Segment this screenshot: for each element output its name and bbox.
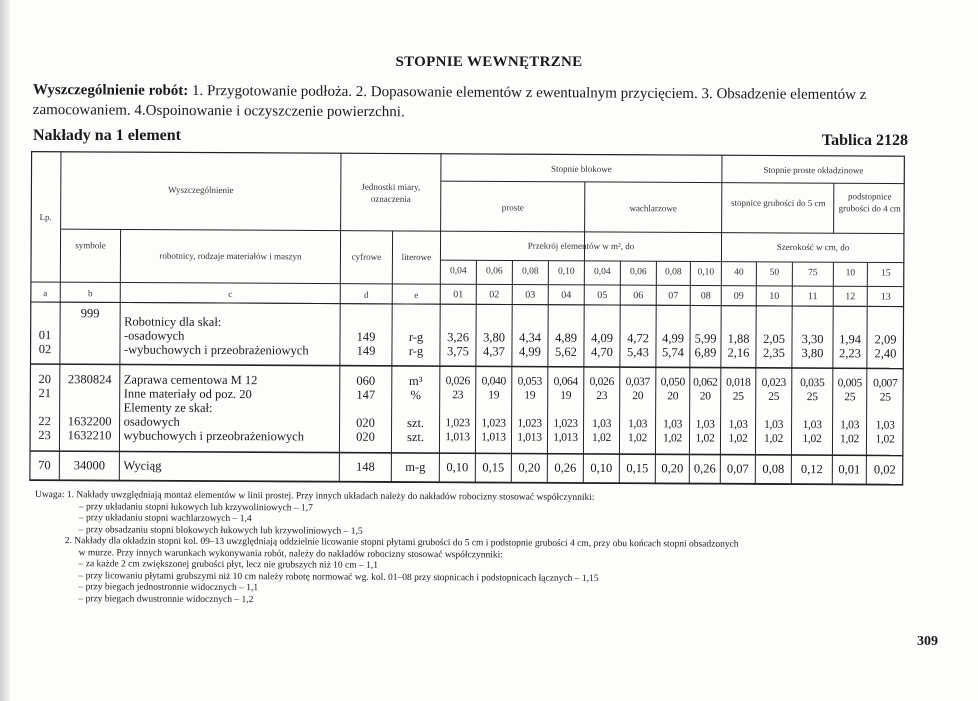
row-name: Zaprawa cementowa M 12 [123, 372, 258, 388]
value-cell: 25 [732, 390, 744, 403]
row-symbol: 34000 [73, 458, 106, 473]
value-cell: 1,03 [764, 418, 784, 431]
row-unit-symbol: szt. [407, 415, 425, 431]
row-symbol: 1632200 [67, 414, 112, 429]
row-lp: 22 [38, 414, 51, 429]
value-cell: 5,62 [554, 344, 577, 359]
row-symbol: 1632210 [67, 428, 112, 443]
row-symbol: 2380824 [67, 372, 112, 387]
header-podstopnice: podstopnice grubości do 4 cm [838, 191, 901, 214]
row-unit-symbol: m-g [405, 459, 426, 475]
inputs-heading: Nakłady na 1 element [33, 127, 181, 144]
value-cell: 4,72 [627, 331, 650, 346]
column-number: 13 [880, 291, 891, 303]
value-cell: 1,02 [728, 432, 748, 445]
column-letter: c [228, 289, 233, 300]
value-cell: 1,02 [802, 433, 822, 446]
header-wachlarzowe: wachlarzowe [629, 203, 677, 214]
value-cell: 0,037 [625, 376, 651, 389]
row-name: Inne materiały od poz. 20 [123, 386, 252, 402]
column-number: 11 [807, 291, 818, 303]
value-cell: 0,10 [446, 460, 469, 475]
value-cell: 0,15 [626, 461, 649, 476]
value-cell: 0,08 [762, 461, 785, 476]
note-line: – przy licowaniu płytami grubszymi niż 10 cm należy robotę normować wg. kol. 01–08 przy stopnicach i podstopnicach łącznych – 1,15 [78, 570, 599, 584]
value-cell: 20 [632, 390, 644, 403]
value-cell: 0,026 [589, 375, 615, 389]
norm-table [29, 151, 905, 486]
value-cell: 1,03 [628, 418, 648, 431]
column-letter: d [363, 289, 369, 300]
note-line: – przy układaniu stopni łukowych lub krzywoliniowych – 1,7 [78, 501, 313, 513]
value-cell: 2,09 [874, 332, 897, 347]
value-cell: 0,018 [726, 376, 751, 389]
value-cell: 0,26 [693, 461, 716, 476]
page-number: 309 [917, 634, 938, 649]
row-lp: 70 [38, 458, 51, 473]
row-unit-code: 147 [356, 387, 376, 402]
value-cell: 19 [524, 389, 536, 402]
value-cell: 0,062 [693, 376, 718, 389]
value-cell: 1,03 [592, 417, 612, 431]
row-unit-code: 148 [355, 459, 375, 474]
column-number: 03 [525, 289, 536, 301]
value-cell: 5,99 [694, 331, 717, 346]
value-cell: 1,02 [663, 432, 683, 445]
note-line: – przy obsadzaniu stopni blokowych łukowych lub krzywoliniowych – 1,5 [78, 524, 363, 537]
value-cell: 0,10 [590, 460, 613, 476]
value-cell: 1,03 [802, 419, 822, 432]
row-name: Elementy ze skał: [123, 400, 213, 415]
value-cell: 1,013 [481, 431, 506, 444]
value-cell: 0,035 [800, 377, 825, 390]
value-cell: 1,88 [727, 331, 750, 346]
row-name: osadowych [123, 414, 180, 429]
value-cell: 25 [879, 391, 891, 404]
row-unit-symbol: r-g [408, 329, 424, 345]
value-cell: 1,02 [764, 432, 784, 445]
page-title: STOPNIE WEWNĘTRZNE [395, 54, 583, 70]
value-cell: 4,34 [519, 330, 542, 345]
row-unit-code: 020 [356, 415, 375, 430]
row-name: -osadowych [123, 328, 185, 343]
value-cell: 0,07 [726, 461, 749, 476]
note-line: 2. Nakłady dla okładzin stopni kol. 09–13 uwzględniają oddzielnie licowanie stopni płytami grubości do 5 cm i podstopnie grubości 4 cm, przy obu końcach stopni obsadzonych [64, 536, 739, 550]
value-cell: 0,12 [800, 462, 823, 477]
size-cell: 50 [769, 267, 780, 278]
value-cell: 1,02 [695, 432, 715, 445]
column-letter: b [87, 288, 93, 299]
value-cell: 3,80 [801, 346, 824, 361]
value-cell: 20 [699, 390, 711, 403]
row-lp: 01 [38, 328, 52, 343]
column-number: 10 [769, 290, 780, 302]
value-cell: 1,023 [445, 417, 470, 430]
value-cell: 1,013 [445, 431, 470, 444]
value-cell: 0,005 [837, 377, 863, 390]
row-name: Robotnicy dla skał: [124, 314, 222, 329]
value-cell: 1,023 [481, 417, 506, 430]
table-number: Tablica 2128 [821, 132, 908, 149]
value-cell: 23 [596, 389, 608, 403]
value-cell: 0,26 [554, 460, 577, 475]
value-cell: 4,99 [518, 344, 541, 359]
row-unit-code: 149 [356, 343, 376, 358]
row-lp: 20 [38, 372, 52, 387]
row-unit-symbol: r-g [408, 343, 424, 359]
row-unit-code: 149 [356, 329, 376, 344]
row-unit-symbol: szt. [406, 429, 425, 445]
value-cell: 1,03 [728, 418, 748, 431]
value-cell: 25 [806, 391, 818, 404]
value-cell: 4,70 [590, 344, 613, 360]
row-unit-symbol: m³ [409, 373, 423, 389]
value-cell: 2,40 [874, 346, 897, 361]
size-cell: 0,06 [486, 266, 503, 277]
note-line: – przy układaniu stopni wachlarzowych – 1,4 [78, 513, 252, 525]
value-cell: 5,74 [661, 345, 684, 360]
value-cell: 3,26 [447, 330, 470, 345]
size-cell: 0,04 [450, 266, 467, 277]
value-cell: 19 [488, 389, 500, 402]
column-letter: e [414, 290, 419, 301]
column-letter: a [43, 288, 48, 299]
size-cell: 75 [808, 268, 818, 279]
value-cell: 2,23 [838, 346, 861, 361]
column-number: 12 [845, 291, 856, 303]
size-cell: 15 [881, 268, 891, 279]
row-lp: 23 [38, 428, 51, 443]
column-number: 09 [733, 290, 744, 302]
note-line: – przy biegach dwustronnie widocznych – 1,2 [78, 593, 254, 605]
value-cell: 0,15 [482, 460, 505, 475]
value-cell: 3,30 [801, 332, 824, 347]
row-name: Wyciąg [123, 458, 162, 473]
works-description [33, 80, 906, 125]
value-cell: 1,013 [517, 431, 542, 444]
value-cell: 4,99 [662, 331, 685, 346]
value-cell: 3,80 [483, 330, 506, 345]
row-unit-code: 060 [356, 373, 376, 388]
value-cell: 0,064 [553, 375, 579, 388]
column-number: 07 [668, 290, 679, 302]
column-number: 01 [453, 289, 464, 301]
page-edge-shadow [0, 0, 10, 701]
note-line: Uwaga: 1. Nakłady uwzględniają montaż elementów w linii prostej. Przy innych układach należy do nakładów robocizny stosować współczynniki: [34, 490, 595, 503]
header-literowe: literowe [401, 251, 432, 263]
header-szerokosc: Szerokość w cm, do [776, 241, 850, 253]
column-number: 04 [561, 289, 572, 301]
value-cell: 23 [452, 389, 464, 402]
row-lp: 21 [38, 386, 52, 401]
size-cell: 0,04 [594, 266, 611, 278]
header-robotnicy: robotnicy, rodzaje materiałów i maszyn [159, 250, 302, 262]
notes [34, 490, 905, 610]
value-cell: 1,023 [517, 417, 542, 430]
header-wyszczegolnienie: Wyszczególnienie [168, 184, 234, 196]
size-cell: 0,10 [697, 267, 715, 278]
column-number: 05 [597, 289, 608, 302]
works-description-label: Wyszczególnienie robót: [32, 81, 189, 99]
value-cell: 1,03 [695, 418, 715, 431]
row-unit-symbol: % [410, 387, 421, 403]
value-cell: 4,89 [555, 330, 578, 345]
row-lp: 02 [38, 342, 52, 357]
value-cell: 0,20 [661, 461, 684, 476]
header-przekroj: Przekrój elementów w m², do [527, 240, 635, 252]
value-cell: 1,03 [663, 418, 683, 431]
value-cell: 1,023 [553, 417, 578, 430]
size-cell: 10 [845, 268, 856, 279]
note-line: – za każde 2 cm zwiększonej grubości płyt, lecz nie grubszych niż 10 cm – 1,1 [78, 559, 379, 571]
value-cell: 1,94 [839, 332, 861, 347]
column-number: 06 [633, 290, 644, 302]
size-cell: 0,08 [665, 267, 682, 278]
value-cell: 0,02 [873, 462, 896, 477]
value-cell: 4,09 [591, 330, 614, 346]
value-cell: 1,03 [840, 419, 860, 432]
value-cell: 0,20 [518, 460, 541, 475]
row-name: wybuchowych i przeobrażeniowych [123, 428, 305, 444]
value-cell: 0,050 [660, 376, 686, 389]
value-cell: 5,43 [626, 345, 649, 360]
value-cell: 4,37 [482, 344, 505, 359]
value-cell: 1,02 [628, 432, 648, 445]
header-jednostki: Jednostki miary, oznaczenia [361, 181, 421, 204]
size-cell: 0,08 [522, 266, 539, 277]
note-line: w murze. Przy innych warunkach wykonywania robót, należy do nakładów robocizny stosować współczynniki: [78, 547, 503, 560]
header-proste: proste [501, 202, 524, 213]
row-name: -wybuchowych i przeobrażeniowych [123, 342, 309, 358]
column-number: 08 [700, 290, 711, 302]
header-stopnie-blokowe: Stopnie blokowe [551, 163, 612, 175]
header-symbole: symbole [75, 240, 106, 251]
value-cell: 2,16 [727, 345, 750, 360]
value-cell: 1,02 [840, 433, 860, 446]
value-cell: 1,013 [553, 431, 578, 444]
value-cell: 25 [844, 391, 856, 404]
value-cell: 0,007 [873, 377, 898, 390]
value-cell: 0,01 [838, 462, 861, 477]
value-cell: 1,03 [875, 419, 895, 432]
header-lp: Lp. [39, 212, 52, 223]
value-cell: 3,75 [446, 344, 469, 359]
header-cyfrowe: cyfrowe [351, 251, 382, 262]
value-cell: 0,023 [761, 376, 787, 389]
value-cell: 20 [667, 390, 679, 403]
value-cell: 25 [768, 390, 780, 403]
column-number: 02 [489, 289, 500, 301]
value-cell: 0,040 [481, 375, 507, 388]
works-description-text: 1. Przygotowanie podłoża. 2. Dopasowanie elementów z ewentualnym przycięciem. 3. Obsadzenie elementów z zamocowaniem. 4.Ospoinowanie i oczyszczenie powierzchni. [32, 82, 867, 121]
header-stopnice: stopnice grubości do 5 cm [730, 197, 826, 209]
value-cell: 19 [560, 389, 572, 402]
value-cell: 2,05 [763, 331, 786, 346]
value-cell: 6,89 [694, 345, 717, 360]
value-cell: 1,02 [875, 433, 895, 446]
size-cell: 40 [734, 267, 744, 278]
value-cell: 2,35 [762, 345, 785, 360]
size-cell: 0,06 [630, 267, 647, 278]
size-cell: 0,10 [558, 266, 575, 277]
value-cell: 1,02 [592, 431, 612, 445]
note-line: – przy biegach jednostronnie widocznych – 1,1 [78, 582, 259, 594]
value-cell: 0,053 [517, 375, 543, 388]
row-symbol: 999 [80, 306, 100, 321]
header-stopnie-okladzinowe: Stopnie proste okładzinowe [763, 164, 864, 176]
value-cell: 0,026 [445, 375, 471, 388]
row-unit-code: 020 [356, 429, 375, 444]
